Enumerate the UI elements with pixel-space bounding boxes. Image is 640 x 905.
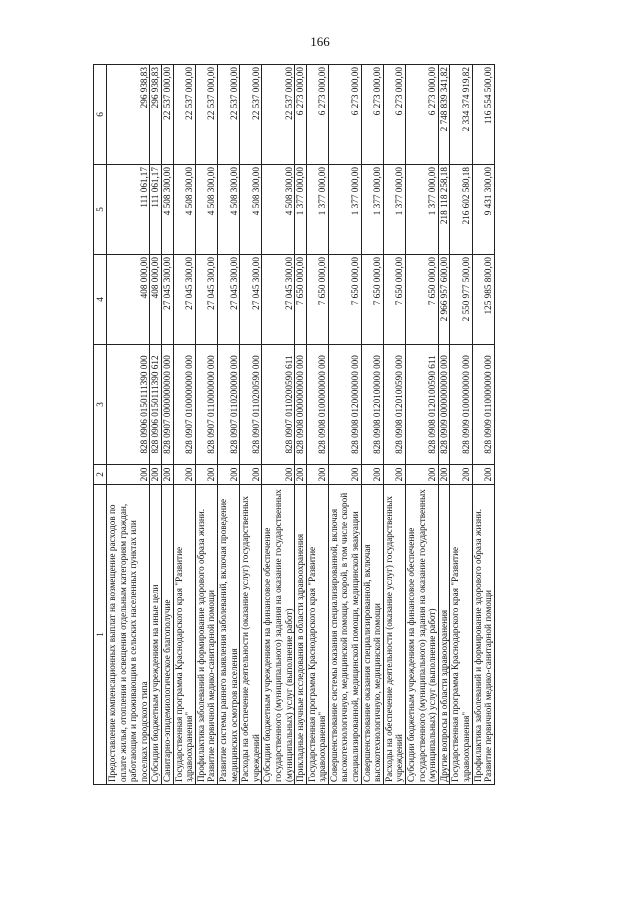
cell-subject: 828 0907 0110200590 000 <box>240 345 262 465</box>
cell-v5: 1 377 000,00 <box>406 165 439 255</box>
cell-v6: 296 938,83 <box>150 65 162 165</box>
cell-v4: 27 045 300,00 <box>161 255 173 345</box>
cell-v6: 6 273 000,00 <box>383 65 405 165</box>
cell-code: 200 <box>383 465 405 485</box>
cell-v5: 111 061,17 <box>107 165 150 255</box>
cell-subject: 828 0908 0000000000 000 <box>295 345 307 465</box>
cell-v5: 4 508 300,00 <box>240 165 262 255</box>
cell-name: Расходы на обеспечение деятельности (оказание услуг) государственных учреждений <box>383 485 405 785</box>
cell-code: 200 <box>262 465 295 485</box>
cell-name: Другие вопросы в области здравоохранения <box>438 485 450 785</box>
cell-subject: 828 0907 0100000000 000 <box>173 345 195 465</box>
cell-v5: 1 377 000,00 <box>361 165 383 255</box>
cell-v5: 1 377 000,00 <box>306 165 328 255</box>
cell-v5: 4 508 300,00 <box>262 165 295 255</box>
table-row <box>472 65 494 785</box>
cell-code: 200 <box>107 465 150 485</box>
cell-v5: 4 508 300,00 <box>161 165 173 255</box>
cell-name: Совершенствование оказания специализированной, включая высокотехнологичную, медицинской помощи <box>361 485 383 785</box>
cell-subject: 828 0907 0110200000 000 <box>217 345 239 465</box>
cell-subject: 828 0908 0120100000 000 <box>361 345 383 465</box>
table-row <box>150 65 162 785</box>
table-row <box>361 65 383 785</box>
table-row <box>240 65 262 785</box>
cell-v6: 2 748 839 341,82 <box>438 65 450 165</box>
cell-name: Субсидии бюджетным учреждениям на финансовое обеспечение государственного (муниципального) задания на оказание государственных (муниципальных) услуг (выполнение работ) <box>406 485 439 785</box>
cell-v5: 216 602 580,18 <box>450 165 472 255</box>
table-row <box>450 65 472 785</box>
cell-subject: 828 0909 0110000000 000 <box>472 345 494 465</box>
table-row <box>217 65 239 785</box>
cell-code: 200 <box>195 465 217 485</box>
table-row <box>173 65 195 785</box>
cell-v4: 27 045 300,00 <box>173 255 195 345</box>
cell-v4: 7 650 000,00 <box>383 255 405 345</box>
table-header-row <box>94 65 107 785</box>
page-number: 166 <box>310 34 330 49</box>
cell-name: Профилактика заболеваний и формирование здорового образа жизни. Развитие первичной медико-санитарной помощи <box>472 485 494 785</box>
cell-v5: 1 377 000,00 <box>328 165 361 255</box>
cell-name: Совершенствование системы оказания специализированной, включая высокотехнологичную, медицинской помощи, скорой, в том числе скорой специализированной, медицинской помощи, медицинской эвакуации <box>328 485 361 785</box>
cell-name: Государственная программа Краснодарского края "Развитие здравоохранения" <box>450 485 472 785</box>
cell-name: Субсидии бюджетным учреждениям на финансовое обеспечение государственного (муниципального) задания на оказание государственных (муниципальных) услуг (выполнение работ) <box>262 485 295 785</box>
cell-subject: 828 0907 0110200590 611 <box>262 345 295 465</box>
cell-v6: 22 537 000,00 <box>262 65 295 165</box>
cell-v5: 1 377 000,00 <box>383 165 405 255</box>
cell-v4: 7 650 000,00 <box>361 255 383 345</box>
cell-subject: 828 0906 0150111390 000 <box>107 345 150 465</box>
cell-v6: 22 537 000,00 <box>173 65 195 165</box>
cell-v4: 7 650 000,00 <box>295 255 307 345</box>
cell-code: 200 <box>438 465 450 485</box>
cell-v4: 27 045 300,00 <box>217 255 239 345</box>
cell-v4: 7 650 000,00 <box>406 255 439 345</box>
cell-v6: 22 537 000,00 <box>217 65 239 165</box>
cell-v6: 22 537 000,00 <box>240 65 262 165</box>
cell-v6: 6 273 000,00 <box>361 65 383 165</box>
table-row <box>161 65 173 785</box>
header-cell: 5 <box>94 165 107 255</box>
header-cell: 4 <box>94 255 107 345</box>
cell-v6: 22 537 000,00 <box>161 65 173 165</box>
cell-code: 200 <box>306 465 328 485</box>
cell-v4: 27 045 300,00 <box>195 255 217 345</box>
table-row <box>195 65 217 785</box>
table-row <box>107 65 150 785</box>
cell-subject: 828 0906 0150111390 612 <box>150 345 162 465</box>
cell-v4: 7 650 000,00 <box>306 255 328 345</box>
header-cell: 6 <box>94 65 107 165</box>
cell-name: Развитие системы раннего выявления заболеваний, включая проведение медицинских осмотров населения <box>217 485 239 785</box>
cell-name: Профилактика заболеваний и формирование здорового образа жизни. Развитие первичной медико-санитарной помощи <box>195 485 217 785</box>
cell-code: 200 <box>150 465 162 485</box>
cell-v5: 218 118 258,18 <box>438 165 450 255</box>
cell-v6: 296 938,83 <box>107 65 150 165</box>
cell-v5: 9 431 300,00 <box>472 165 494 255</box>
table-row <box>295 65 307 785</box>
cell-code: 200 <box>295 465 307 485</box>
table-row <box>383 65 405 785</box>
cell-v4: 125 985 800,00 <box>472 255 494 345</box>
cell-v4: 2 966 957 600,00 <box>438 255 450 345</box>
cell-code: 200 <box>450 465 472 485</box>
cell-subject: 828 0908 0100000000 000 <box>306 345 328 465</box>
cell-v5: 1 377 000,00 <box>295 165 307 255</box>
cell-v6: 6 273 000,00 <box>328 65 361 165</box>
cell-code: 200 <box>361 465 383 485</box>
header-cell: 3 <box>94 345 107 465</box>
cell-v6: 22 537 000,00 <box>195 65 217 165</box>
cell-code: 200 <box>161 465 173 485</box>
cell-v5: 4 508 300,00 <box>195 165 217 255</box>
cell-v6: 6 273 000,00 <box>295 65 307 165</box>
cell-subject: 828 0909 0100000000 000 <box>450 345 472 465</box>
header-cell: 1 <box>94 485 107 785</box>
header-cell: 2 <box>94 465 107 485</box>
cell-name: Предоставление компенсационных выплат на возмещение расходов по оплате жилья, отопления и освещения отдельным категориям граждан, работающим и проживающим в сельских населенных пунктах или поселках городского типа <box>107 485 150 785</box>
cell-v5: 4 508 300,00 <box>173 165 195 255</box>
cell-subject: 828 0908 0120100590 611 <box>406 345 439 465</box>
cell-code: 200 <box>217 465 239 485</box>
cell-subject: 828 0908 0120000000 000 <box>328 345 361 465</box>
cell-code: 200 <box>173 465 195 485</box>
cell-name: Государственная программа Краснодарского края "Развитие здравоохранения" <box>173 485 195 785</box>
cell-v6: 6 273 000,00 <box>406 65 439 165</box>
cell-v6: 116 554 500,00 <box>472 65 494 165</box>
cell-subject: 828 0908 0120100590 000 <box>383 345 405 465</box>
cell-subject: 828 0909 0000000000 000 <box>438 345 450 465</box>
cell-v6: 2 334 374 919,82 <box>450 65 472 165</box>
cell-code: 200 <box>472 465 494 485</box>
rotated-table-container <box>93 65 553 785</box>
cell-v6: 6 273 000,00 <box>306 65 328 165</box>
cell-v4: 408 000,00 <box>150 255 162 345</box>
table-row <box>438 65 450 785</box>
cell-name: Расходы на обеспечение деятельности (оказание услуг) государственных учреждений <box>240 485 262 785</box>
cell-name: Государственная программа Краснодарского края "Развитие здравоохранения" <box>306 485 328 785</box>
budget-table <box>93 64 495 785</box>
cell-code: 200 <box>406 465 439 485</box>
cell-v5: 4 508 300,00 <box>217 165 239 255</box>
cell-v4: 7 650 000,00 <box>328 255 361 345</box>
cell-v5: 111 061,17 <box>150 165 162 255</box>
cell-v4: 408 000,00 <box>107 255 150 345</box>
cell-subject: 828 0907 0110000000 000 <box>195 345 217 465</box>
cell-code: 200 <box>240 465 262 485</box>
cell-v4: 2 550 977 500,00 <box>450 255 472 345</box>
table-row <box>328 65 361 785</box>
cell-name: Прикладные научные исследования в области здравоохранения <box>295 485 307 785</box>
table-row <box>406 65 439 785</box>
table-row <box>306 65 328 785</box>
table-row <box>262 65 295 785</box>
cell-name: Санитарно-эпидемиологическое благополучие <box>161 485 173 785</box>
cell-v4: 27 045 300,00 <box>262 255 295 345</box>
cell-name: Субсидии бюджетным учреждениям на иные цели <box>150 485 162 785</box>
cell-v4: 27 045 300,00 <box>240 255 262 345</box>
cell-code: 200 <box>328 465 361 485</box>
cell-subject: 828 0907 0000000000 000 <box>161 345 173 465</box>
